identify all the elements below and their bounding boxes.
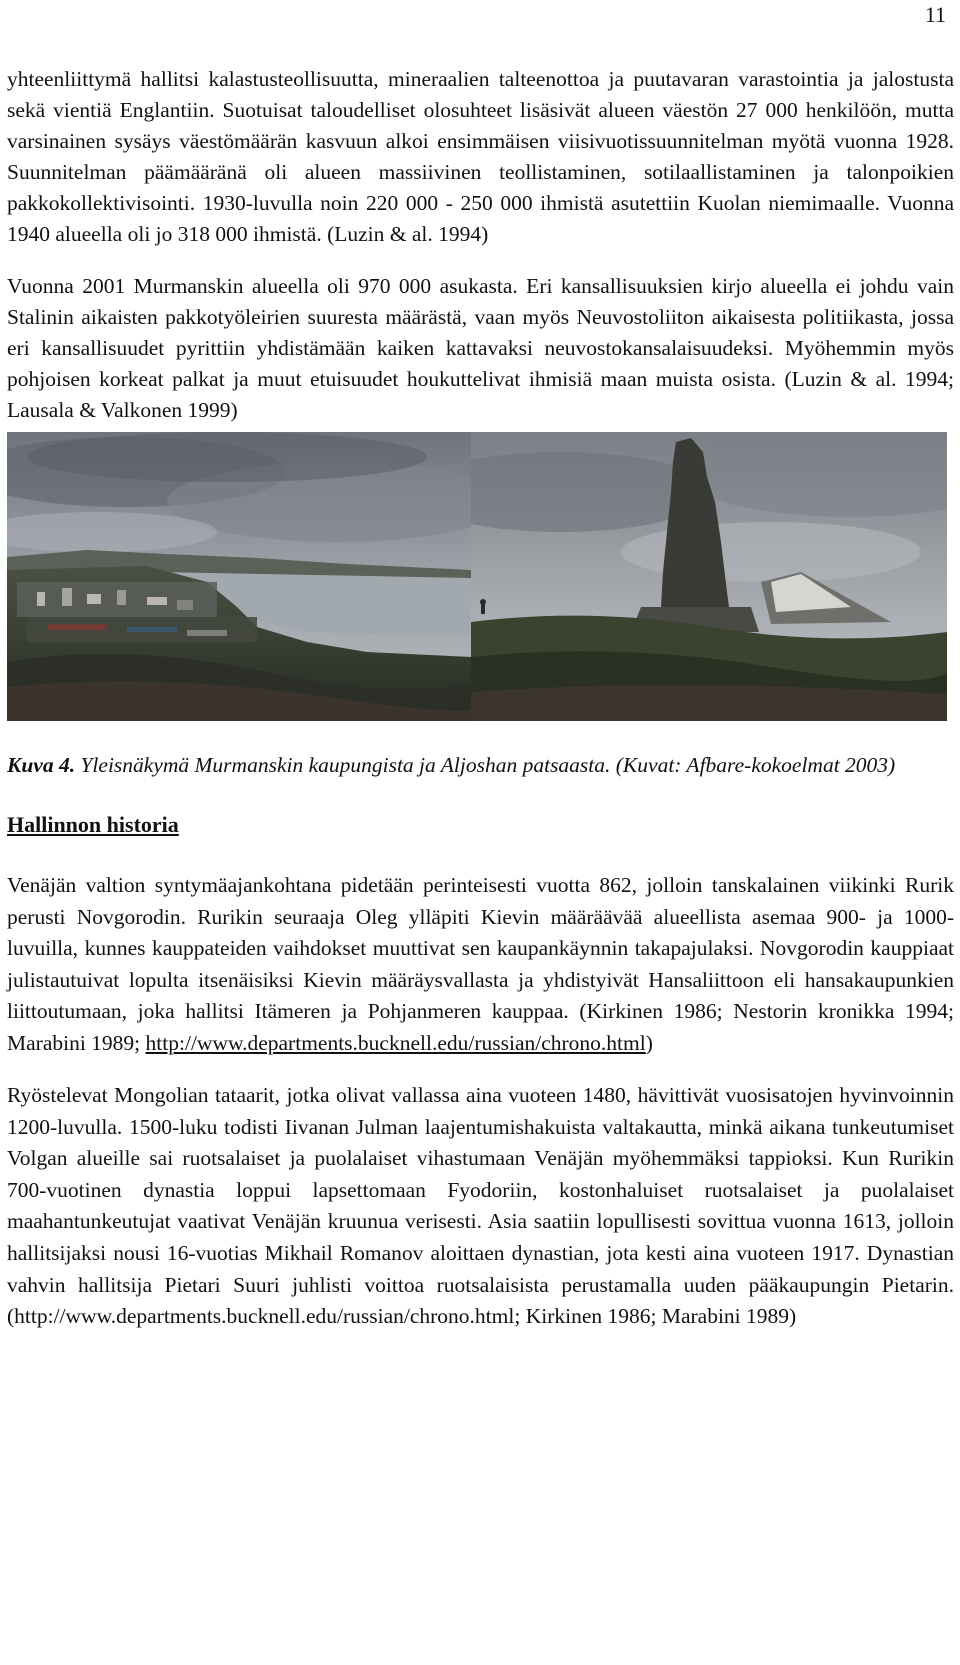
- photo-murmansk-city-view: [7, 432, 471, 721]
- figure-caption-text: Yleisnäkymä Murmanskin kaupungista ja Aljoshan patsaasta. (Kuvat: Afbare-kokoelmat 2003): [75, 753, 896, 777]
- paragraph-russian-state-origins-text: Venäjän valtion syntymäajankohtana pidetään perinteisesti vuotta 862, jolloin tanskalainen viikinki Rurik perusti Novgorodin. Rurikin seuraaja Oleg ylläpiti Kievin määräävää alueellista asemaa 900- ja 1000-luvuilla, kunnes kauppateiden vaihdokset muuttivat sen kaupankäynnin takapajulaksi. Novgorodin kauppiaat julistautuivat lopulta itsenäisiksi Kievin määräysvallasta ja yhdistyivät Hansaliittoon eli hansakaupunkien liittoutumaan, joka hallitsi Itämeren ja Pohjanmeren kauppaa. (Kirkinen 1986; Nestorin kronikka 1994; Marabini 1989;: [7, 873, 954, 1055]
- paragraph-population-growth: yhteenliittymä hallitsi kalastusteollisuutta, mineraalien talteenottoa ja puutavaran varastointia ja jalostusta sekä vientiä Englantiin. Suotuisat taloudelliset olosuhteet lisäsivät alueen väestön 27 000 henkilöön, mutta varsinainen sysäys väestömäärän kasvuun alkoi ensimmäisen viisivuotissuunnitelman myötä vuonna 1928. Suunnitelman päämääränä oli alueen massiivinen teollistaminen, sotilaallistaminen ja talonpoikien pakkokollektivisointi. 1930-luvulla noin 220 000 - 250 000 ihmistä asutettiin Kuolan niemimaalle. Vuonna 1940 alueella oli jo 318 000 ihmistä. (Luzin & al. 1994): [7, 67, 954, 246]
- page-number: 11: [924, 2, 946, 27]
- figure-caption-label: Kuva 4.: [7, 753, 76, 777]
- photo-murmansk-city-graphic: [7, 432, 471, 721]
- paragraph-russian-state-origins: [7, 870, 954, 1059]
- document-body: [7, 64, 954, 1333]
- figure-caption: [7, 749, 954, 781]
- photo-aljosha-statue-graphic: [471, 432, 947, 721]
- section-heading-hallinnon-historia: Hallinnon historia: [7, 812, 179, 837]
- photo-aljosha-statue: [471, 432, 947, 721]
- figure-photos: [7, 432, 947, 721]
- bucknell-chrono-link[interactable]: http://www.departments.bucknell.edu/russian/chrono.html: [145, 1030, 646, 1055]
- paragraph-population-2001: Vuonna 2001 Murmanskin alueella oli 970 000 asukasta. Eri kansallisuuksien kirjo alueella ei johdu vain Stalinin aikaisten pakkotyöleirien suuresta määrästä, vaan myös Neuvostoliiton aikaisesta politiikasta, jossa eri kansallisuudet pyrittiin yhdistämään kaiken kattavaksi neuvostokansalaisuudeksi. Myöhemmin myös pohjoisen korkeat palkat ja muut etuisuudet houkuttelivat ihmisiä maan muista osista. (Luzin & al. 1994; Lausala & Valkonen 1999): [7, 274, 954, 422]
- paragraph-closing-paren: ): [645, 1030, 653, 1055]
- paragraph-mongol-to-romanov: Ryöstelevat Mongolian tataarit, jotka olivat vallassa aina vuoteen 1480, hävittivät vuosisatojen hyvinvoinnin 1200-luvulla. 1500-luku todisti Iivanan Julman laajentumishakuista valtakautta, minkä aikana tunkeutumiset Volgan alueille sai ruotsalaiset ja puolalaiset vihastumaan Venäjän myöhemmäksi tappioksi. Kun Rurikin 700-vuotinen dynastia loppui lapsettomaan Fyodoriin, kostonhaluiset ruotsalaiset ja puolalaiset maahantunkeutujat vaativat Venäjän kruunua verisesti. Asia saatiin lopullisesti sovittua vuonna 1613, jolloin hallitsijaksi nousi 16-vuotias Mikhail Romanov aloittaen dynastian, jota kesti aina vuoteen 1917. Dynastian vahvin hallitsija Pietari Suuri juhlisti voittoa ruotsalaisista perustamalla uuden pääkaupungin Pietarin. (http://www.departments.bucknell.edu/russian/chrono.html; Kirkinen 1986; Marabini 1989): [7, 1083, 954, 1329]
